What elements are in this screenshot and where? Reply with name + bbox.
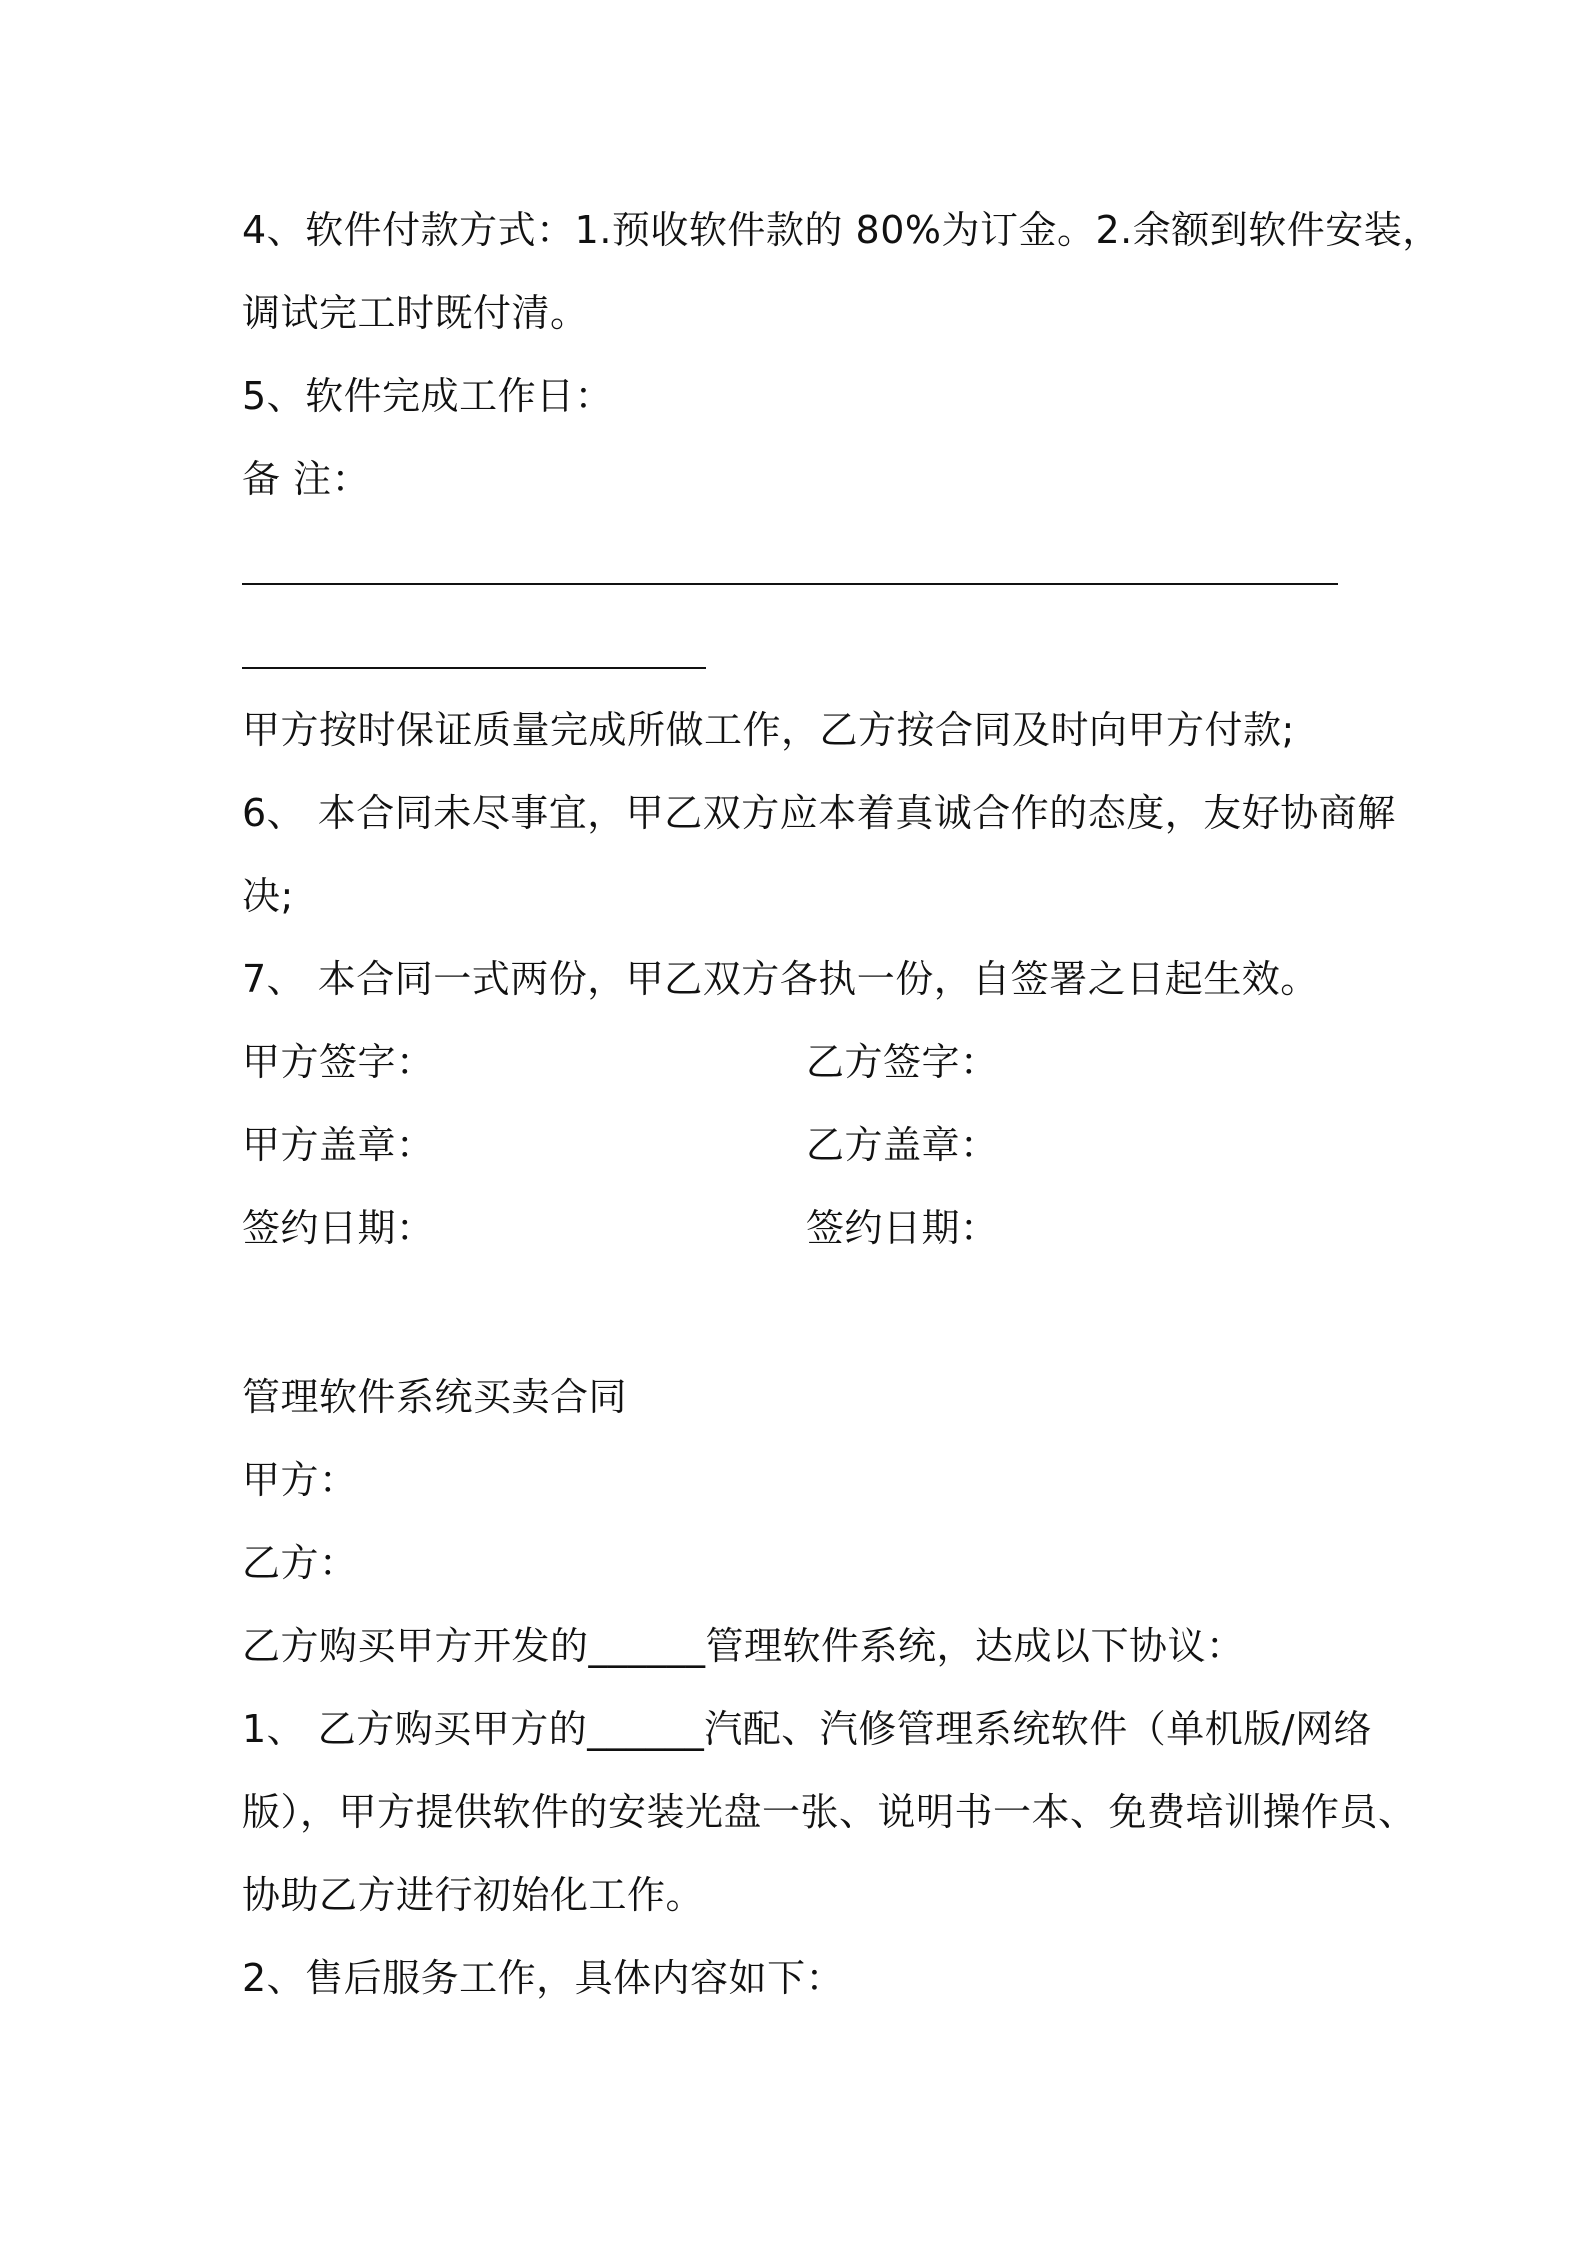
item-6-line-1: 6、 本合同未尽事宜，甲乙双方应本着真诚合作的态度，友好协商解 — [242, 791, 1396, 835]
remarks-blank-line-1 — [242, 583, 1338, 585]
party-a-seal-label: 甲方盖章： — [242, 1123, 435, 1167]
party-b-label: 乙方： — [242, 1541, 358, 1585]
contract-title: 管理软件系统买卖合同 — [242, 1375, 628, 1419]
item-5: 5、软件完成工作日： — [242, 374, 614, 418]
party-b-sign-label: 乙方签字： — [806, 1040, 999, 1084]
party-b-date-label: 签约日期： — [806, 1206, 999, 1250]
clause-1-line-1: 1、 乙方购买甲方的______汽配、汽修管理系统软件（单机版/网络 — [242, 1707, 1373, 1751]
item-7: 7、 本合同一式两份，甲乙双方各执一份，自签署之日起生效。 — [242, 957, 1319, 1001]
item-6-line-2: 决; — [242, 874, 294, 918]
clause-1-line-3: 协助乙方进行初始化工作。 — [242, 1873, 705, 1917]
agreement-intro: 乙方购买甲方开发的______管理软件系统，达成以下协议： — [242, 1624, 1245, 1668]
clause-2: 2、售后服务工作，具体内容如下： — [242, 1956, 845, 2000]
party-a-date-label: 签约日期： — [242, 1206, 435, 1250]
obligations-text: 甲方按时保证质量完成所做工作，乙方按合同及时向甲方付款; — [242, 708, 1295, 752]
party-b-seal-label: 乙方盖章： — [806, 1123, 999, 1167]
remarks-blank-line-2 — [242, 667, 706, 669]
item-4-line-2: 调试完工时既付清。 — [242, 291, 589, 335]
party-a-label: 甲方： — [242, 1458, 358, 1502]
clause-1-line-2: 版），甲方提供软件的安装光盘一张、说明书一本、免费培训操作员、 — [242, 1790, 1417, 1834]
party-a-sign-label: 甲方签字： — [242, 1040, 435, 1084]
remarks-label: 备 注： — [242, 457, 371, 501]
item-4-line-1: 4、软件付款方式：1.预收软件款的 80%为订金。2.余额到软件安装， — [242, 208, 1441, 252]
